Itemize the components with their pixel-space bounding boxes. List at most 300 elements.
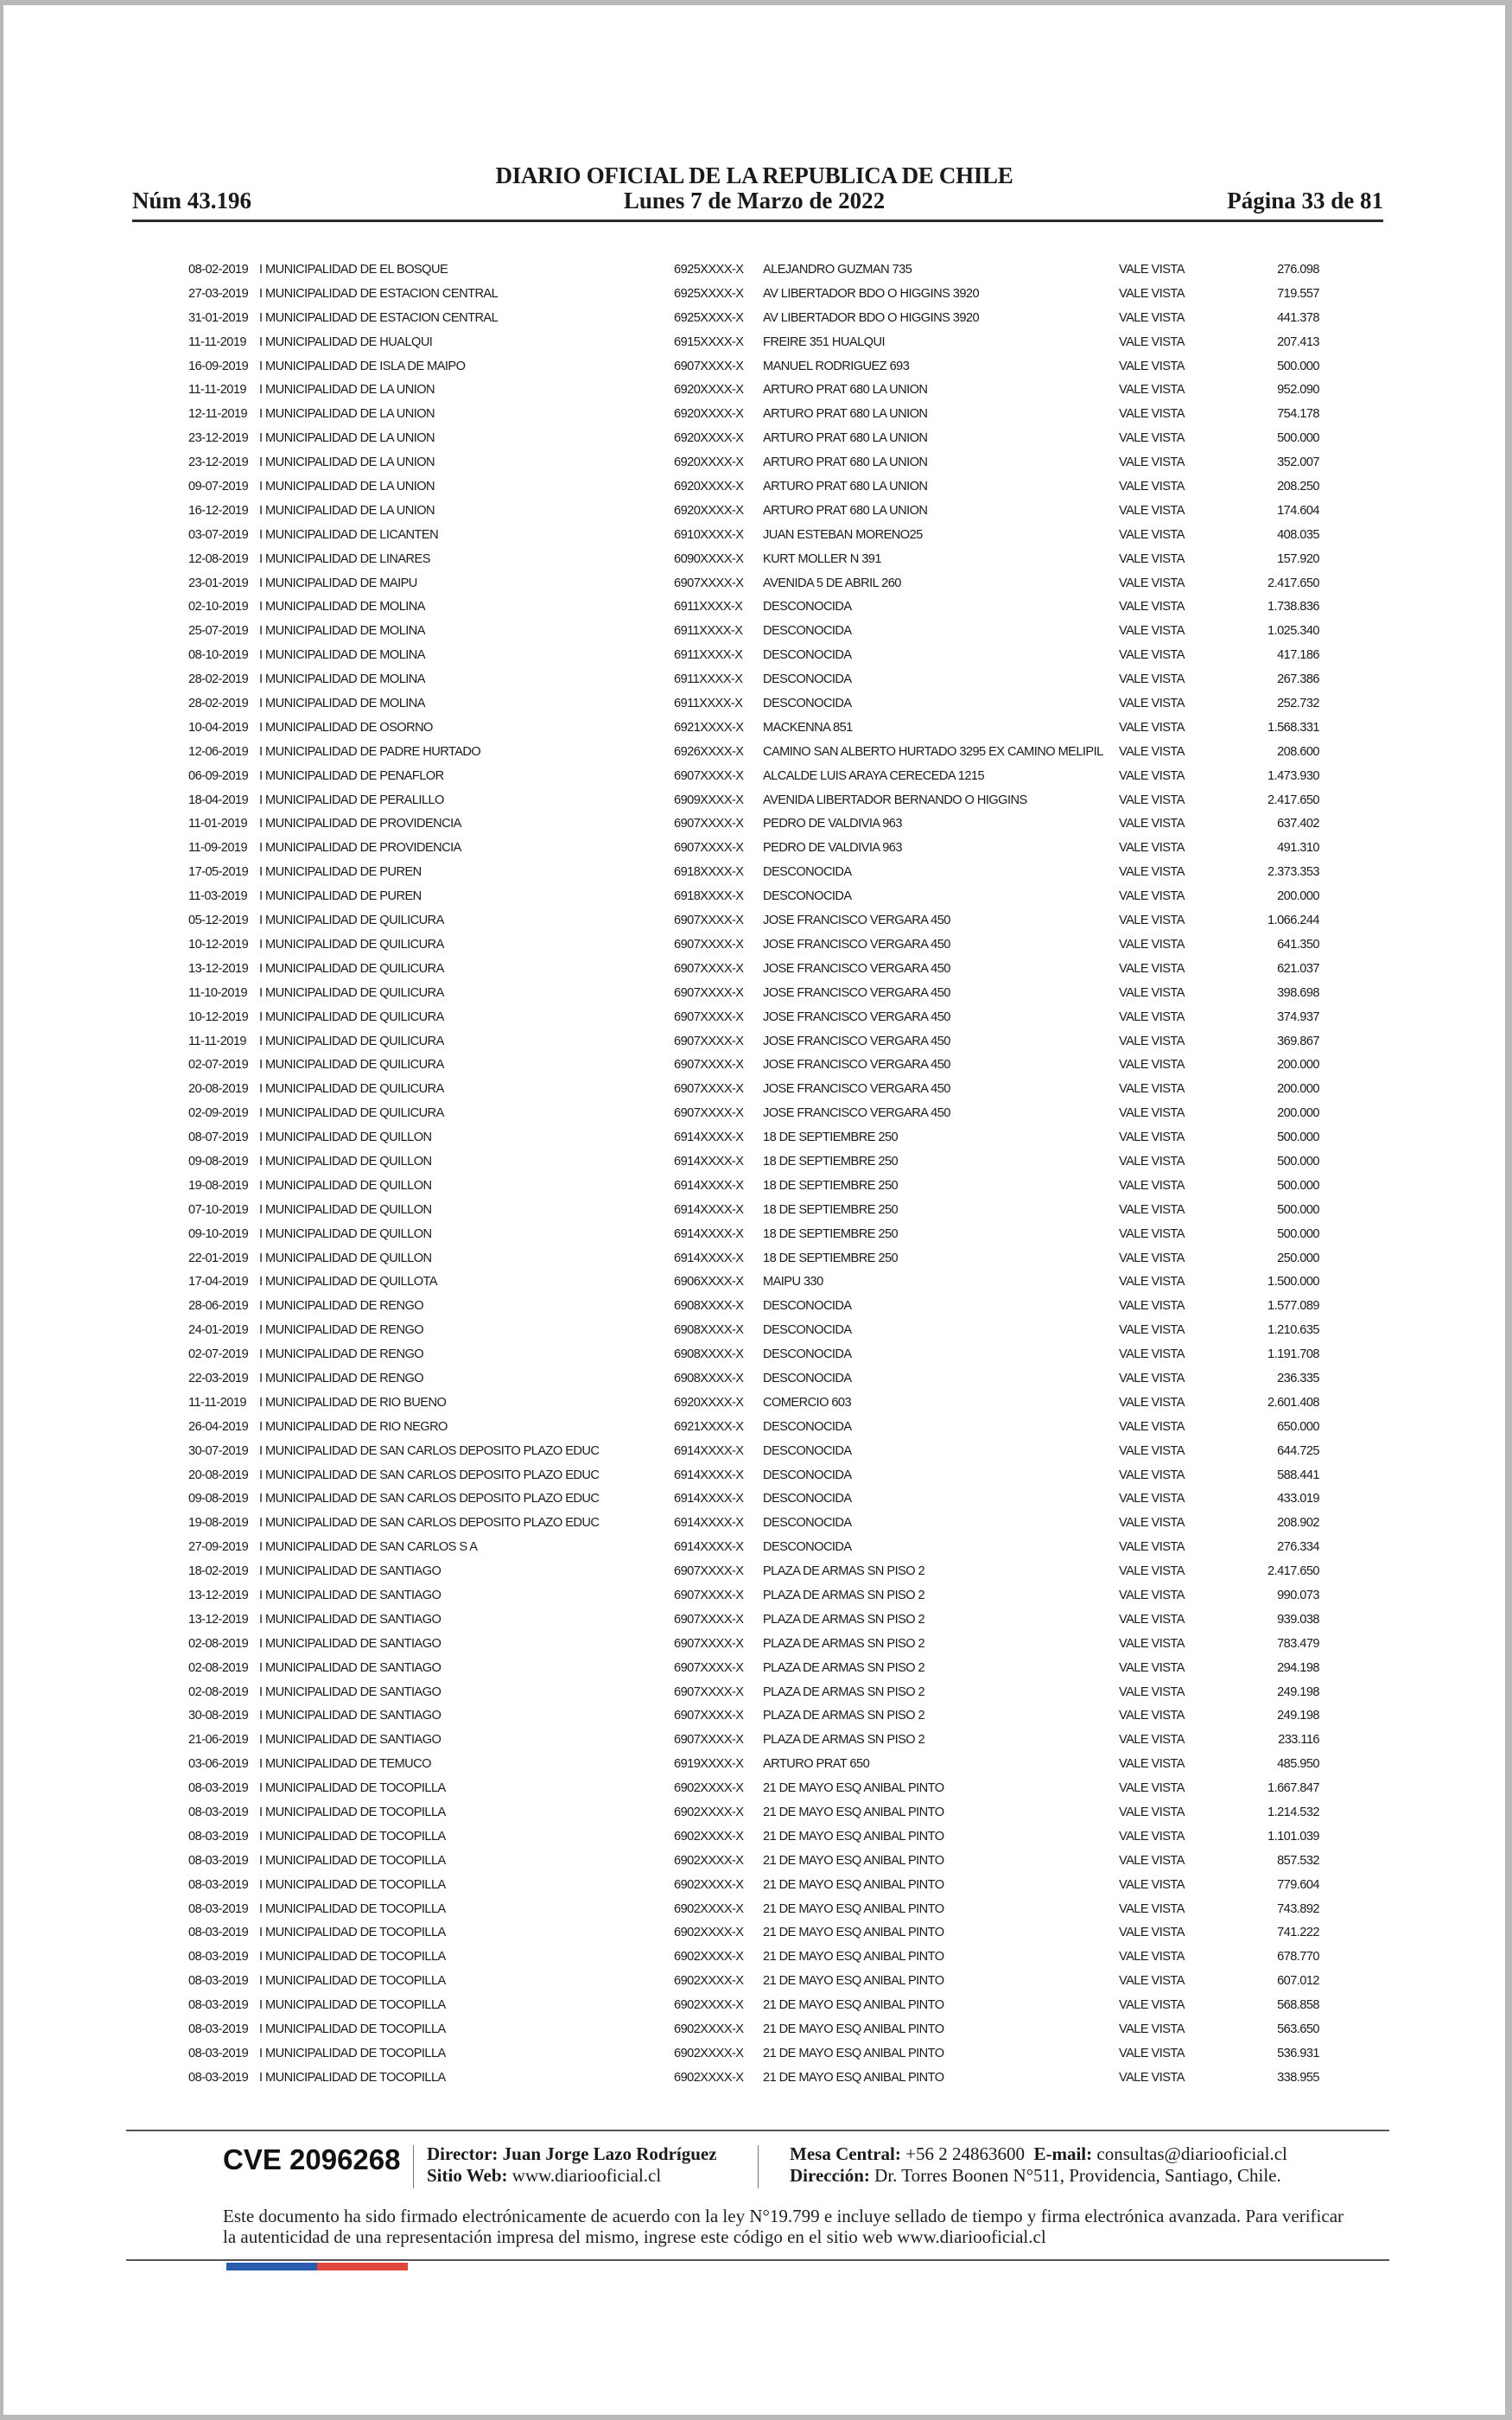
table-row bbox=[3, 1010, 1505, 1035]
address-cell: DESCONOCIDA bbox=[763, 600, 852, 615]
legal-notice: Este documento ha sido firmado electrónicamente de acuerdo con la ley N°19.799 e incluye sellado de tiempo y firma electrónica avanzada. Para verificar la autenticidad de una representación impresa del mismo, ingrese este código en el sitio web www.diariooficial.cl bbox=[223, 2206, 1344, 2247]
amount-cell: 719.557 bbox=[1277, 286, 1319, 301]
amount-cell: 252.732 bbox=[1277, 697, 1319, 711]
payment-type-cell: VALE VISTA bbox=[1119, 286, 1185, 301]
date-cell: 11-11-2019 bbox=[188, 1034, 246, 1048]
address-cell: PLAZA DE ARMAS SN PISO 2 bbox=[763, 1709, 925, 1723]
rut-cell: 6921XXXX-X bbox=[674, 720, 744, 735]
amount-cell: 1.500.000 bbox=[1267, 1275, 1319, 1290]
date-cell: 08-03-2019 bbox=[188, 2070, 249, 2085]
table-row bbox=[3, 1155, 1505, 1179]
address-cell: 18 DE SEPTIEMBRE 250 bbox=[763, 1154, 899, 1169]
table-row bbox=[3, 1058, 1505, 1082]
institution-cell: I MUNICIPALIDAD DE LA UNION bbox=[259, 431, 435, 446]
table-row bbox=[3, 1516, 1505, 1540]
date-cell: 08-03-2019 bbox=[188, 1829, 249, 1844]
institution-cell: I MUNICIPALIDAD DE RIO BUENO bbox=[259, 1395, 447, 1410]
address-cell: AVENIDA LIBERTADOR BERNANDO O HIGGINS bbox=[763, 793, 1027, 807]
amount-cell: 1.214.532 bbox=[1267, 1805, 1319, 1819]
table-row bbox=[3, 697, 1505, 721]
rut-cell: 6914XXXX-X bbox=[674, 1154, 744, 1169]
institution-cell: I MUNICIPALIDAD DE PENAFLOR bbox=[259, 768, 444, 783]
amount-cell: 1.066.244 bbox=[1267, 914, 1319, 928]
payment-type-cell: VALE VISTA bbox=[1119, 1106, 1185, 1121]
payment-type-cell: VALE VISTA bbox=[1119, 1082, 1185, 1097]
payment-type-cell: VALE VISTA bbox=[1119, 527, 1185, 542]
payment-type-cell: VALE VISTA bbox=[1119, 937, 1185, 952]
payment-type-cell: VALE VISTA bbox=[1119, 1564, 1185, 1579]
address-cell: 21 DE MAYO ESQ ANIBAL PINTO bbox=[763, 1877, 944, 1892]
institution-cell: I MUNICIPALIDAD DE TEMUCO bbox=[259, 1757, 431, 1772]
date-cell: 08-03-2019 bbox=[188, 1805, 249, 1819]
date-cell: 08-02-2019 bbox=[188, 263, 249, 277]
table-row bbox=[3, 1998, 1505, 2022]
amount-cell: 500.000 bbox=[1277, 1202, 1319, 1217]
date-cell: 21-06-2019 bbox=[188, 1733, 249, 1748]
payment-type-cell: VALE VISTA bbox=[1119, 407, 1185, 422]
payment-type-cell: VALE VISTA bbox=[1119, 1323, 1185, 1338]
institution-cell: I MUNICIPALIDAD DE SANTIAGO bbox=[259, 1709, 442, 1723]
address-cell: DESCONOCIDA bbox=[763, 1468, 852, 1482]
institution-cell: I MUNICIPALIDAD DE TOCOPILLA bbox=[259, 2046, 446, 2060]
payment-type-cell: VALE VISTA bbox=[1119, 2022, 1185, 2037]
rut-cell: 6914XXXX-X bbox=[674, 1443, 744, 1458]
amount-cell: 352.007 bbox=[1277, 455, 1319, 470]
rut-cell: 6907XXXX-X bbox=[674, 817, 744, 831]
table-row bbox=[3, 360, 1505, 384]
institution-cell: I MUNICIPALIDAD DE RENGO bbox=[259, 1323, 424, 1338]
amount-cell: 500.000 bbox=[1277, 359, 1319, 373]
rut-cell: 6914XXXX-X bbox=[674, 1468, 744, 1482]
address-cell: 21 DE MAYO ESQ ANIBAL PINTO bbox=[763, 1998, 944, 2013]
institution-cell: I MUNICIPALIDAD DE SANTIAGO bbox=[259, 1564, 442, 1579]
payment-type-cell: VALE VISTA bbox=[1119, 1516, 1185, 1531]
amount-cell: 644.725 bbox=[1277, 1443, 1319, 1458]
institution-cell: I MUNICIPALIDAD DE QUILLOTA bbox=[259, 1275, 437, 1290]
address-cell: PLAZA DE ARMAS SN PISO 2 bbox=[763, 1588, 925, 1602]
rut-cell: 6919XXXX-X bbox=[674, 1757, 744, 1772]
institution-cell: I MUNICIPALIDAD DE QUILLON bbox=[259, 1178, 432, 1193]
date-cell: 11-11-2019 bbox=[188, 383, 246, 398]
date-cell: 25-07-2019 bbox=[188, 624, 249, 639]
table-row bbox=[3, 1854, 1505, 1878]
date-cell: 28-06-2019 bbox=[188, 1299, 249, 1314]
contact-line bbox=[790, 2143, 1287, 2165]
amount-cell: 200.000 bbox=[1277, 1058, 1319, 1073]
rut-cell: 6902XXXX-X bbox=[674, 2022, 744, 2037]
institution-cell: I MUNICIPALIDAD DE MOLINA bbox=[259, 697, 425, 711]
table-row bbox=[3, 455, 1505, 480]
address-cell: DESCONOCIDA bbox=[763, 624, 852, 639]
address-cell: DESCONOCIDA bbox=[763, 865, 852, 880]
date-cell: 03-07-2019 bbox=[188, 527, 249, 542]
table-row bbox=[3, 1468, 1505, 1493]
amount-cell: 1.473.930 bbox=[1267, 768, 1319, 783]
rut-cell: 6921XXXX-X bbox=[674, 1419, 744, 1434]
table-row bbox=[3, 1492, 1505, 1516]
date-cell: 08-07-2019 bbox=[188, 1130, 249, 1145]
institution-cell: I MUNICIPALIDAD DE QUILLON bbox=[259, 1202, 432, 1217]
institution-cell: I MUNICIPALIDAD DE SAN CARLOS DEPOSITO PLAZO EDUC bbox=[259, 1492, 600, 1506]
rut-cell: 6902XXXX-X bbox=[674, 1877, 744, 1892]
payment-type-cell: VALE VISTA bbox=[1119, 841, 1185, 856]
website-link[interactable]: www.diariooficial.cl bbox=[511, 2165, 662, 2186]
payment-type-cell: VALE VISTA bbox=[1119, 1709, 1185, 1723]
issue-number: Núm 43.196 bbox=[132, 188, 252, 213]
institution-cell: I MUNICIPALIDAD DE MOLINA bbox=[259, 600, 425, 615]
table-row bbox=[3, 431, 1505, 455]
institution-cell: I MUNICIPALIDAD DE LA UNION bbox=[259, 455, 435, 470]
rut-cell: 6920XXXX-X bbox=[674, 455, 744, 470]
rut-cell: 6902XXXX-X bbox=[674, 1998, 744, 2013]
payment-type-cell: VALE VISTA bbox=[1119, 1226, 1185, 1241]
table-row bbox=[3, 1830, 1505, 1854]
address-cell: 21 DE MAYO ESQ ANIBAL PINTO bbox=[763, 2046, 944, 2060]
address-cell: COMERCIO 603 bbox=[763, 1395, 852, 1410]
amount-cell: 2.417.650 bbox=[1267, 793, 1319, 807]
address-cell: JOSE FRANCISCO VERGARA 450 bbox=[763, 1106, 950, 1121]
institution-cell: I MUNICIPALIDAD DE QUILICURA bbox=[259, 1082, 444, 1097]
date-cell: 24-01-2019 bbox=[188, 1323, 249, 1338]
rut-cell: 6902XXXX-X bbox=[674, 1974, 744, 1989]
address-cell: AV LIBERTADOR BDO O HIGGINS 3920 bbox=[763, 286, 980, 301]
payment-type-cell: VALE VISTA bbox=[1119, 1443, 1185, 1458]
table-row bbox=[3, 1733, 1505, 1757]
address-cell: 21 DE MAYO ESQ ANIBAL PINTO bbox=[763, 1781, 944, 1796]
payment-type-cell: VALE VISTA bbox=[1119, 334, 1185, 349]
institution-cell: I MUNICIPALIDAD DE TOCOPILLA bbox=[259, 2022, 446, 2037]
amount-cell: 276.334 bbox=[1277, 1540, 1319, 1555]
rut-cell: 6907XXXX-X bbox=[674, 1082, 744, 1097]
amount-cell: 408.035 bbox=[1277, 527, 1319, 542]
rut-cell: 6914XXXX-X bbox=[674, 1251, 744, 1265]
payment-type-cell: VALE VISTA bbox=[1119, 263, 1185, 277]
address-cell: MAIPU 330 bbox=[763, 1275, 823, 1290]
payment-type-cell: VALE VISTA bbox=[1119, 1395, 1185, 1410]
institution-cell: I MUNICIPALIDAD DE QUILICURA bbox=[259, 985, 444, 1000]
payment-type-cell: VALE VISTA bbox=[1119, 359, 1185, 373]
date-cell: 16-09-2019 bbox=[188, 359, 249, 373]
institution-cell: I MUNICIPALIDAD DE EL BOSQUE bbox=[259, 263, 448, 277]
payment-type-cell: VALE VISTA bbox=[1119, 576, 1185, 590]
institution-cell: I MUNICIPALIDAD DE PROVIDENCIA bbox=[259, 841, 461, 856]
table-row bbox=[3, 1661, 1505, 1685]
address-cell: FREIRE 351 HUALQUI bbox=[763, 334, 885, 349]
address-value: Dr. Torres Boonen N°511, Providencia, Santiago, Chile. bbox=[874, 2165, 1281, 2186]
amount-cell: 294.198 bbox=[1277, 1660, 1319, 1675]
payment-type-cell: VALE VISTA bbox=[1119, 1588, 1185, 1602]
payment-type-cell: VALE VISTA bbox=[1119, 889, 1185, 904]
address-cell: 18 DE SEPTIEMBRE 250 bbox=[763, 1202, 899, 1217]
date-cell: 30-07-2019 bbox=[188, 1443, 249, 1458]
address-line bbox=[790, 2165, 1281, 2187]
address-cell: 21 DE MAYO ESQ ANIBAL PINTO bbox=[763, 1805, 944, 1819]
payment-type-cell: VALE VISTA bbox=[1119, 720, 1185, 735]
address-cell: ARTURO PRAT 680 LA UNION bbox=[763, 431, 928, 446]
payment-type-cell: VALE VISTA bbox=[1119, 1371, 1185, 1385]
institution-cell: I MUNICIPALIDAD DE PUREN bbox=[259, 865, 422, 880]
address-cell: DESCONOCIDA bbox=[763, 1299, 852, 1314]
document-page bbox=[3, 5, 1505, 2415]
rut-cell: 6914XXXX-X bbox=[674, 1178, 744, 1193]
address-cell: JOSE FRANCISCO VERGARA 450 bbox=[763, 961, 950, 976]
institution-cell: I MUNICIPALIDAD DE PERALILLO bbox=[259, 793, 444, 807]
institution-cell: I MUNICIPALIDAD DE ISLA DE MAIPO bbox=[259, 359, 466, 373]
date-cell: 02-09-2019 bbox=[188, 1106, 249, 1121]
address-cell: DESCONOCIDA bbox=[763, 1419, 852, 1434]
amount-cell: 1.577.089 bbox=[1267, 1299, 1319, 1314]
rut-cell: 6907XXXX-X bbox=[674, 961, 744, 976]
institution-cell: I MUNICIPALIDAD DE SANTIAGO bbox=[259, 1684, 442, 1699]
rut-cell: 6902XXXX-X bbox=[674, 1950, 744, 1965]
institution-cell: I MUNICIPALIDAD DE ESTACION CENTRAL bbox=[259, 286, 499, 301]
amount-cell: 568.858 bbox=[1277, 1998, 1319, 2013]
amount-cell: 157.920 bbox=[1277, 551, 1319, 566]
address-cell: ALEJANDRO GUZMAN 735 bbox=[763, 263, 912, 277]
payment-type-cell: VALE VISTA bbox=[1119, 1829, 1185, 1844]
website-label: Sitio Web: bbox=[427, 2165, 508, 2186]
date-cell: 17-05-2019 bbox=[188, 865, 249, 880]
rut-cell: 6907XXXX-X bbox=[674, 1034, 744, 1048]
address-cell: KURT MOLLER N 391 bbox=[763, 551, 881, 566]
header-divider bbox=[132, 220, 1383, 222]
address-cell: ARTURO PRAT 680 LA UNION bbox=[763, 455, 928, 470]
amount-cell: 754.178 bbox=[1277, 407, 1319, 422]
payment-type-cell: VALE VISTA bbox=[1119, 1636, 1185, 1651]
amount-cell: 249.198 bbox=[1277, 1709, 1319, 1723]
amount-cell: 857.532 bbox=[1277, 1853, 1319, 1868]
rut-cell: 6914XXXX-X bbox=[674, 1130, 744, 1145]
rut-cell: 6911XXXX-X bbox=[674, 600, 743, 615]
date-cell: 27-09-2019 bbox=[188, 1540, 249, 1555]
amount-cell: 267.386 bbox=[1277, 672, 1319, 687]
date-cell: 22-01-2019 bbox=[188, 1251, 249, 1265]
payment-type-cell: VALE VISTA bbox=[1119, 503, 1185, 518]
table-row bbox=[3, 1685, 1505, 1710]
director-name: Juan Jorge Lazo Rodríguez bbox=[502, 2143, 717, 2164]
amount-cell: 1.191.708 bbox=[1267, 1347, 1319, 1362]
director-line bbox=[427, 2143, 717, 2165]
amount-cell: 2.417.650 bbox=[1267, 1564, 1319, 1579]
institution-cell: I MUNICIPALIDAD DE RIO NEGRO bbox=[259, 1419, 448, 1434]
amount-cell: 233.116 bbox=[1278, 1733, 1319, 1748]
payment-type-cell: VALE VISTA bbox=[1119, 793, 1185, 807]
payment-type-cell: VALE VISTA bbox=[1119, 961, 1185, 976]
institution-cell: I MUNICIPALIDAD DE LA UNION bbox=[259, 383, 435, 398]
address-cell: ARTURO PRAT 680 LA UNION bbox=[763, 383, 928, 398]
table-row bbox=[3, 576, 1505, 601]
address-cell: ALCALDE LUIS ARAYA CERECEDA 1215 bbox=[763, 768, 985, 783]
table-row bbox=[3, 1444, 1505, 1468]
table-row bbox=[3, 745, 1505, 769]
rut-cell: 6911XXXX-X bbox=[674, 648, 743, 663]
table-row bbox=[3, 1323, 1505, 1347]
payment-type-cell: VALE VISTA bbox=[1119, 600, 1185, 615]
rut-cell: 6914XXXX-X bbox=[674, 1516, 744, 1531]
table-row bbox=[3, 1878, 1505, 1902]
amount-cell: 249.198 bbox=[1277, 1684, 1319, 1699]
address-cell: PLAZA DE ARMAS SN PISO 2 bbox=[763, 1636, 925, 1651]
amount-cell: 563.650 bbox=[1277, 2022, 1319, 2037]
institution-cell: I MUNICIPALIDAD DE LA UNION bbox=[259, 407, 435, 422]
rut-cell: 6902XXXX-X bbox=[674, 1853, 744, 1868]
payment-type-cell: VALE VISTA bbox=[1119, 1468, 1185, 1482]
institution-cell: I MUNICIPALIDAD DE PROVIDENCIA bbox=[259, 817, 461, 831]
payment-type-cell: VALE VISTA bbox=[1119, 1275, 1185, 1290]
rut-cell: 6907XXXX-X bbox=[674, 1009, 744, 1024]
address-cell: MACKENNA 851 bbox=[763, 720, 853, 735]
amount-cell: 200.000 bbox=[1277, 889, 1319, 904]
date-cell: 11-01-2019 bbox=[188, 817, 248, 831]
rut-cell: 6914XXXX-X bbox=[674, 1540, 744, 1555]
table-row bbox=[3, 769, 1505, 793]
amount-cell: 1.568.331 bbox=[1267, 720, 1319, 735]
payment-type-cell: VALE VISTA bbox=[1119, 1034, 1185, 1048]
table-row bbox=[3, 1251, 1505, 1276]
payment-type-cell: VALE VISTA bbox=[1119, 1419, 1185, 1434]
institution-cell: I MUNICIPALIDAD DE LINARES bbox=[259, 551, 430, 566]
address-cell: PLAZA DE ARMAS SN PISO 2 bbox=[763, 1733, 925, 1748]
rut-cell: 6925XXXX-X bbox=[674, 286, 744, 301]
rut-cell: 6902XXXX-X bbox=[674, 1805, 744, 1819]
payment-type-cell: VALE VISTA bbox=[1119, 1901, 1185, 1916]
date-cell: 07-10-2019 bbox=[188, 1202, 249, 1217]
amount-cell: 588.441 bbox=[1277, 1468, 1319, 1482]
address-cell: DESCONOCIDA bbox=[763, 697, 852, 711]
table-row bbox=[3, 1082, 1505, 1106]
payment-type-cell: VALE VISTA bbox=[1119, 768, 1185, 783]
date-cell: 19-08-2019 bbox=[188, 1178, 249, 1193]
date-cell: 12-08-2019 bbox=[188, 551, 249, 566]
address-cell: 18 DE SEPTIEMBRE 250 bbox=[763, 1178, 899, 1193]
rut-cell: 6908XXXX-X bbox=[674, 1371, 744, 1385]
amount-cell: 374.937 bbox=[1277, 1009, 1319, 1024]
rut-cell: 6907XXXX-X bbox=[674, 914, 744, 928]
payment-type-cell: VALE VISTA bbox=[1119, 1781, 1185, 1796]
payment-type-cell: VALE VISTA bbox=[1119, 1974, 1185, 1989]
amount-cell: 500.000 bbox=[1277, 1130, 1319, 1145]
payment-type-cell: VALE VISTA bbox=[1119, 1540, 1185, 1555]
address-cell: DESCONOCIDA bbox=[763, 1323, 852, 1338]
address-cell: DESCONOCIDA bbox=[763, 1443, 852, 1458]
rut-cell: 6918XXXX-X bbox=[674, 889, 744, 904]
address-cell: 21 DE MAYO ESQ ANIBAL PINTO bbox=[763, 1974, 944, 1989]
date-cell: 02-08-2019 bbox=[188, 1660, 249, 1675]
date-cell: 23-01-2019 bbox=[188, 576, 249, 590]
institution-cell: I MUNICIPALIDAD DE TOCOPILLA bbox=[259, 1805, 446, 1819]
institution-cell: I MUNICIPALIDAD DE TOCOPILLA bbox=[259, 1950, 446, 1965]
table-row bbox=[3, 624, 1505, 648]
email-label: E-mail: bbox=[1033, 2143, 1093, 2164]
amount-cell: 1.667.847 bbox=[1267, 1781, 1319, 1796]
table-row bbox=[3, 263, 1505, 287]
address-cell: 21 DE MAYO ESQ ANIBAL PINTO bbox=[763, 1829, 944, 1844]
address-cell: JUAN ESTEBAN MORENO25 bbox=[763, 527, 923, 542]
date-cell: 08-03-2019 bbox=[188, 1998, 249, 2013]
table-row bbox=[3, 1347, 1505, 1372]
table-row bbox=[3, 1130, 1505, 1155]
institution-cell: I MUNICIPALIDAD DE LICANTEN bbox=[259, 527, 439, 542]
rut-cell: 6902XXXX-X bbox=[674, 2070, 744, 2085]
rut-cell: 6907XXXX-X bbox=[674, 1636, 744, 1651]
institution-cell: I MUNICIPALIDAD DE QUILLON bbox=[259, 1130, 432, 1145]
address-cell: DESCONOCIDA bbox=[763, 1492, 852, 1506]
payment-type-cell: VALE VISTA bbox=[1119, 455, 1185, 470]
amount-cell: 607.012 bbox=[1277, 1974, 1319, 1989]
amount-cell: 485.950 bbox=[1277, 1757, 1319, 1772]
date-cell: 13-12-2019 bbox=[188, 961, 249, 976]
table-row bbox=[3, 865, 1505, 889]
institution-cell: I MUNICIPALIDAD DE TOCOPILLA bbox=[259, 1877, 446, 1892]
rut-cell: 6907XXXX-X bbox=[674, 1709, 744, 1723]
date-cell: 31-01-2019 bbox=[188, 310, 249, 325]
rut-cell: 6925XXXX-X bbox=[674, 263, 744, 277]
email-link[interactable]: consultas@diariooficial.cl bbox=[1096, 2143, 1287, 2164]
address-cell: DESCONOCIDA bbox=[763, 648, 852, 663]
amount-cell: 500.000 bbox=[1277, 1154, 1319, 1169]
table-row bbox=[3, 1781, 1505, 1805]
institution-cell: I MUNICIPALIDAD DE TOCOPILLA bbox=[259, 1926, 446, 1940]
table-row bbox=[3, 335, 1505, 360]
rut-cell: 6914XXXX-X bbox=[674, 1202, 744, 1217]
institution-cell: I MUNICIPALIDAD DE TOCOPILLA bbox=[259, 1901, 446, 1916]
payment-type-cell: VALE VISTA bbox=[1119, 1178, 1185, 1193]
rut-cell: 6907XXXX-X bbox=[674, 1684, 744, 1699]
amount-cell: 783.479 bbox=[1277, 1636, 1319, 1651]
table-row bbox=[3, 1757, 1505, 1781]
table-row bbox=[3, 1589, 1505, 1613]
table-row bbox=[3, 986, 1505, 1010]
rut-cell: 6907XXXX-X bbox=[674, 937, 744, 952]
rut-cell: 6907XXXX-X bbox=[674, 1588, 744, 1602]
institution-cell: I MUNICIPALIDAD DE QUILLON bbox=[259, 1251, 432, 1265]
amount-cell: 398.698 bbox=[1277, 985, 1319, 1000]
payment-type-cell: VALE VISTA bbox=[1119, 1299, 1185, 1314]
rut-cell: 6920XXXX-X bbox=[674, 383, 744, 398]
amount-cell: 433.019 bbox=[1277, 1492, 1319, 1506]
address-cell: 21 DE MAYO ESQ ANIBAL PINTO bbox=[763, 1901, 944, 1916]
payment-type-cell: VALE VISTA bbox=[1119, 697, 1185, 711]
address-cell: PLAZA DE ARMAS SN PISO 2 bbox=[763, 1564, 925, 1579]
amount-cell: 500.000 bbox=[1277, 1226, 1319, 1241]
date-cell: 19-08-2019 bbox=[188, 1516, 249, 1531]
payment-type-cell: VALE VISTA bbox=[1119, 431, 1185, 446]
date-cell: 10-12-2019 bbox=[188, 937, 249, 952]
payment-type-cell: VALE VISTA bbox=[1119, 1660, 1185, 1675]
address-cell: 18 DE SEPTIEMBRE 250 bbox=[763, 1226, 899, 1241]
table-row bbox=[3, 1950, 1505, 1974]
issue-date: Lunes 7 de Marzo de 2022 bbox=[623, 188, 886, 213]
date-cell: 08-10-2019 bbox=[188, 648, 249, 663]
payment-type-cell: VALE VISTA bbox=[1119, 1347, 1185, 1362]
institution-cell: I MUNICIPALIDAD DE QUILICURA bbox=[259, 1009, 444, 1024]
date-cell: 11-11-2019 bbox=[188, 1395, 246, 1410]
amount-cell: 441.378 bbox=[1277, 310, 1319, 325]
amount-cell: 207.413 bbox=[1277, 334, 1319, 349]
table-row bbox=[3, 1372, 1505, 1396]
table-row bbox=[3, 383, 1505, 407]
rut-cell: 6907XXXX-X bbox=[674, 1106, 744, 1121]
amount-cell: 2.417.650 bbox=[1267, 576, 1319, 590]
amount-cell: 536.931 bbox=[1277, 2046, 1319, 2060]
date-cell: 08-03-2019 bbox=[188, 1950, 249, 1965]
date-cell: 26-04-2019 bbox=[188, 1419, 249, 1434]
table-row bbox=[3, 721, 1505, 745]
date-cell: 08-03-2019 bbox=[188, 1974, 249, 1989]
date-cell: 02-08-2019 bbox=[188, 1636, 249, 1651]
date-cell: 08-03-2019 bbox=[188, 1877, 249, 1892]
table-row bbox=[3, 1902, 1505, 1926]
